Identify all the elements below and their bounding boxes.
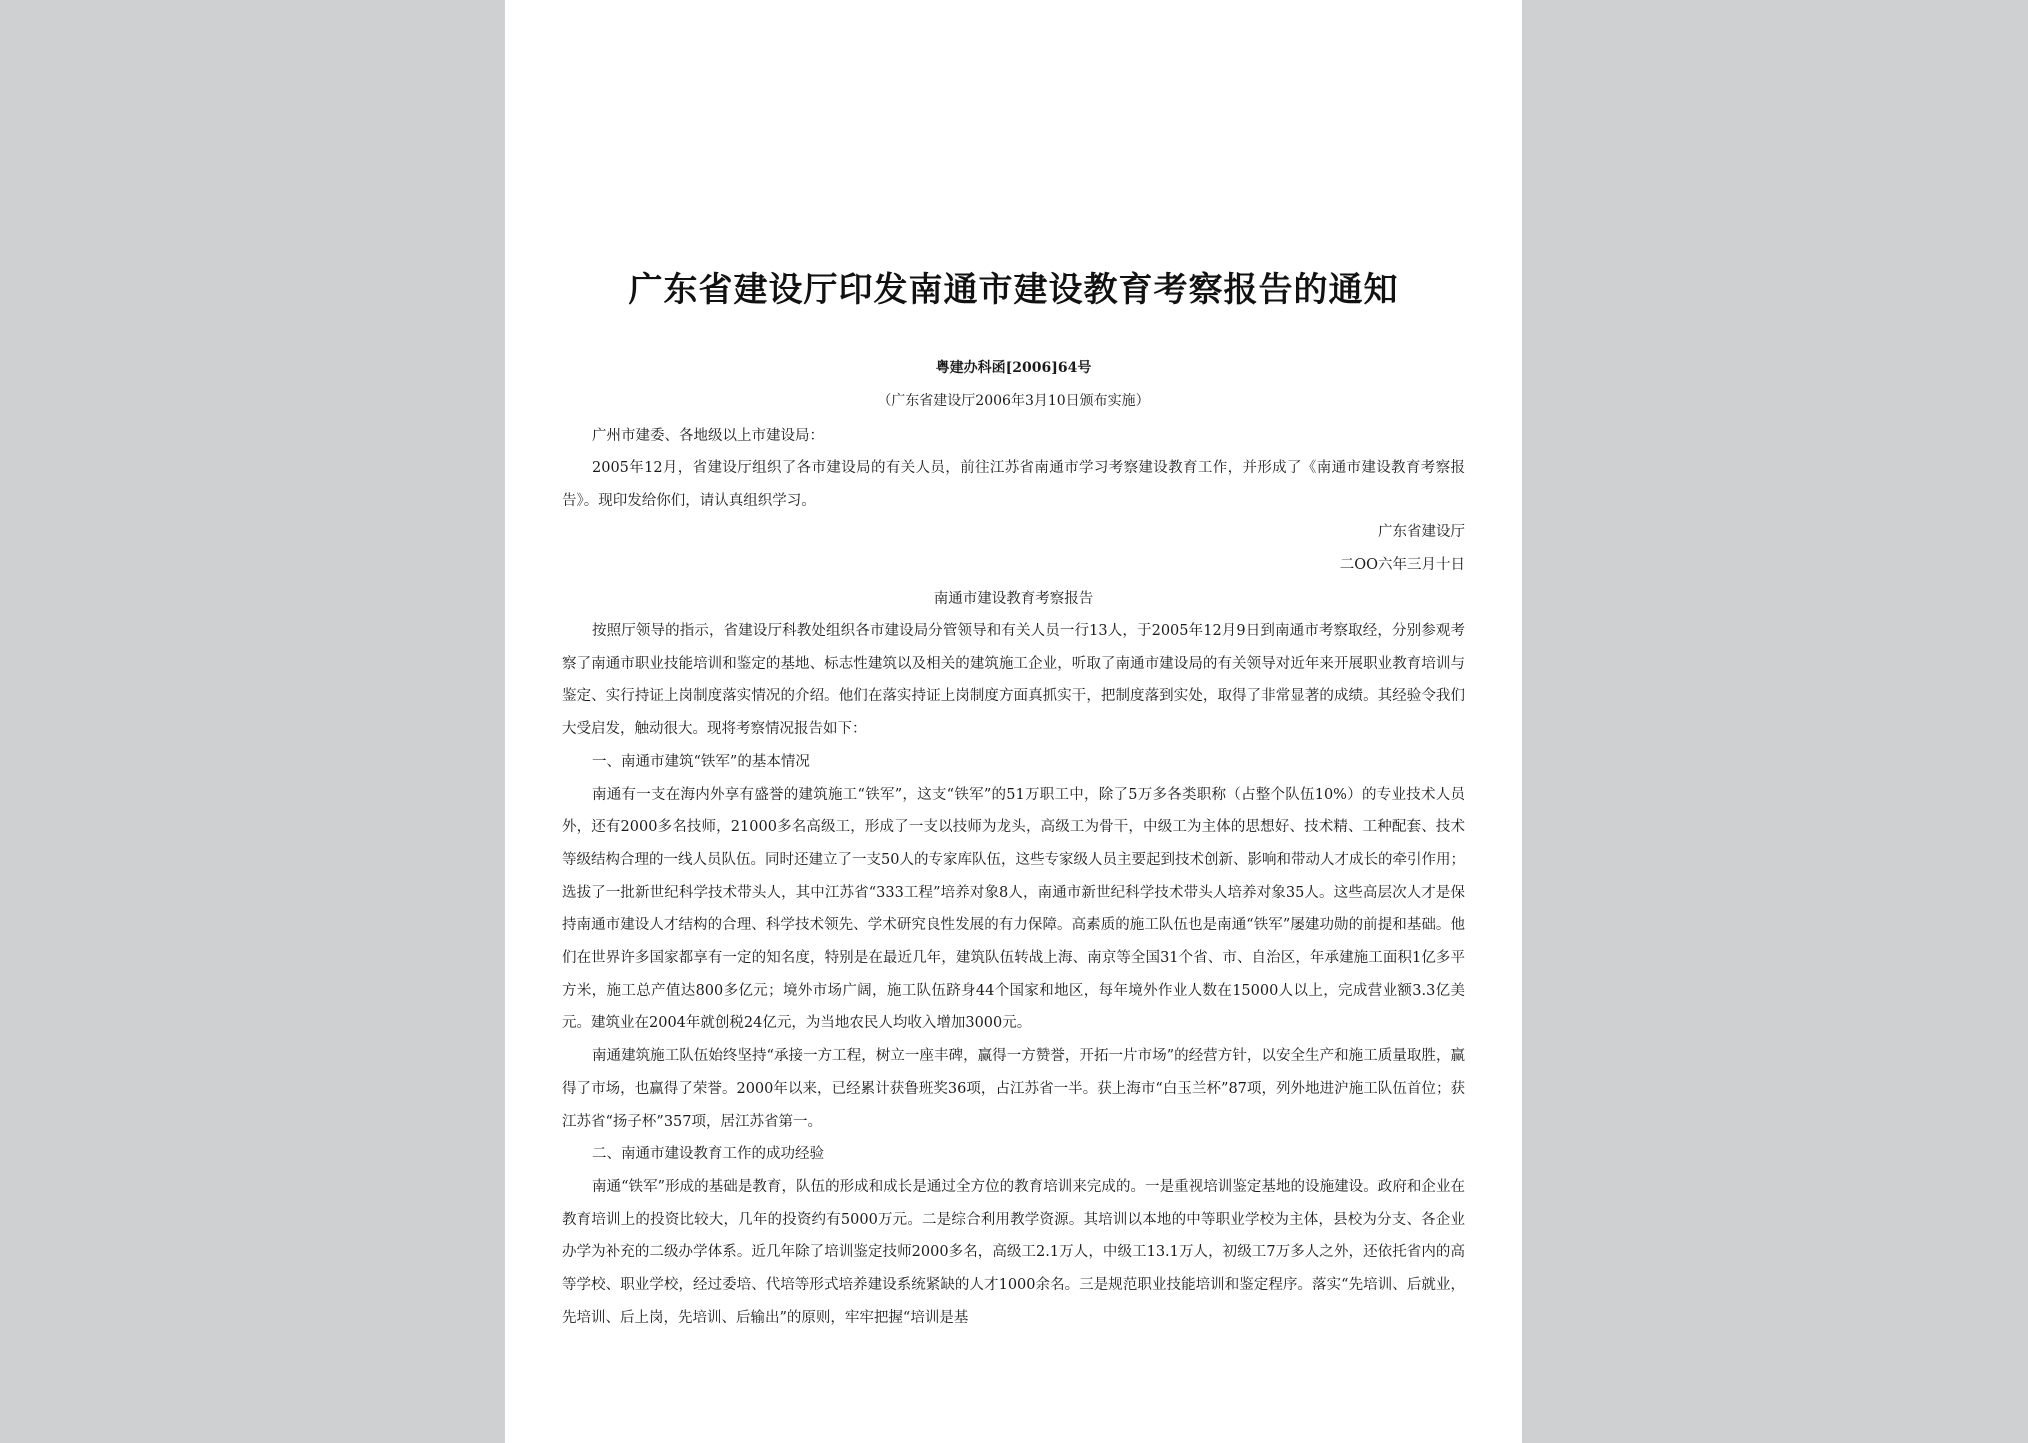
section-heading: 一、南通市建筑“铁军”的基本情况 — [592, 753, 810, 770]
report-title: 南通市建设教育考察报告 — [933, 591, 1094, 607]
paragraph: 南通“铁军”形成的基础是教育，队伍的形成和成长是通过全方位的教育培训来完成的。一是重视培训鉴定基地的设施建设。政府和企业在教育培训上的投资比较大，几年的投资约有5000万元。二是综合利用教学资源。其培训以本地的中等职业学校为主体，县校为分支、各企业办学为补充的二级办学体系。近几年除了培训鉴定技师2000多名，高级工2.1万人，中级工13.1万人，初级工7万多人之外，还依托省内的高等学校、职业学校，经过委培、代培等形式培养建设系统紧缺的人才1000余名。三是规范职业技能培训和鉴定程序。落实“先培训、后就业，先培训、后上岗，先培训、后输出”的原则，牢牢把握“培训是基 — [562, 1178, 1465, 1326]
salutation: 广州市建委、各地级以上市建设局： — [592, 428, 824, 444]
document-title: 广东省建设厅印发南通市建设教育考察报告的通知 — [628, 270, 1399, 310]
signature-date: 二OO六年三月十日 — [1339, 557, 1465, 573]
paragraph: 按照厅领导的指示，省建设厅科教处组织各市建设局分管领导和有关人员一行13人，于2005年12月9日到南通市考察取经，分别参观考察了南通市职业技能培训和鉴定的基地、标志性建筑以及相关的建筑施工企业，听取了南通市建设局的有关领导对近年来开展职业教育培训与鉴定、实行持证上岗制度落实情况的介绍。他们在落实持证上岗制度方面真抓实干，把制度落到实处，取得了非常显著的成绩。其经验令我们大受启发，触动很大。现将考察情况报告如下： — [562, 623, 1465, 738]
report-body — [562, 615, 1465, 1334]
signature-organization: 广东省建设厅 — [1378, 524, 1465, 540]
issue-note: （广东省建设厅2006年3月10日颁布实施） — [877, 393, 1150, 409]
paragraph: 南通有一支在海内外享有盛誉的建筑施工“铁军”，这支“铁军”的51万职工中，除了5万多各类职称（占整个队伍10%）的专业技术人员外，还有2000多名技师，21000多名高级工，形成了一支以技师为龙头，高级工为骨干，中级工为主体的思想好、技术精、工种配套、技术等级结构合理的一线人员队伍。同时还建立了一支50人的专家库队伍，这些专家级人员主要起到技术创新、影响和带动人才成长的牵引作用；选拔了一批新世纪科学技术带头人，其中江苏省“333工程”培养对象8人，南通市新世纪科学技术带头人培养对象35人。这些高层次人才是保持南通市建设人才结构的合理、科学技术领先、学术研究良性发展的有力保障。高素质的施工队伍也是南通“铁军”屡建功勋的前提和基础。他们在世界许多国家都享有一定的知名度，特别是在最近几年，建筑队伍转战上海、南京等全国31个省、市、自治区，年承建施工面积1亿多平方米，施工总产值达800多亿元；境外市场广阔，施工队伍跻身44个国家和地区，每年境外作业人数在15000人以上，完成营业额3.3亿美元。建筑业在2004年就创税24亿元，为当地农民人均收入增加3000元。 — [562, 786, 1465, 1032]
document-page — [505, 0, 1522, 1443]
paragraph: 南通建筑施工队伍始终坚持“承接一方工程，树立一座丰碑，赢得一方赞誉，开拓一片市场”的经营方针，以安全生产和施工质量取胜，赢得了市场，也赢得了荣誉。2000年以来，已经累计获鲁班奖36项，占江苏省一半。获上海市“白玉兰杯”87项，列外地进沪施工队伍首位；获江苏省“扬子杯”357项，居江苏省第一。 — [562, 1048, 1465, 1130]
intro-paragraph: 2005年12月，省建设厅组织了各市建设局的有关人员，前往江苏省南通市学习考察建设教育工作，并形成了《南通市建设教育考察报告》。现印发给你们，请认真组织学习。 — [562, 460, 1465, 509]
document-number: 粤建办科函[2006]64号 — [935, 360, 1092, 376]
section-heading: 二、南通市建设教育工作的成功经验 — [592, 1146, 824, 1163]
